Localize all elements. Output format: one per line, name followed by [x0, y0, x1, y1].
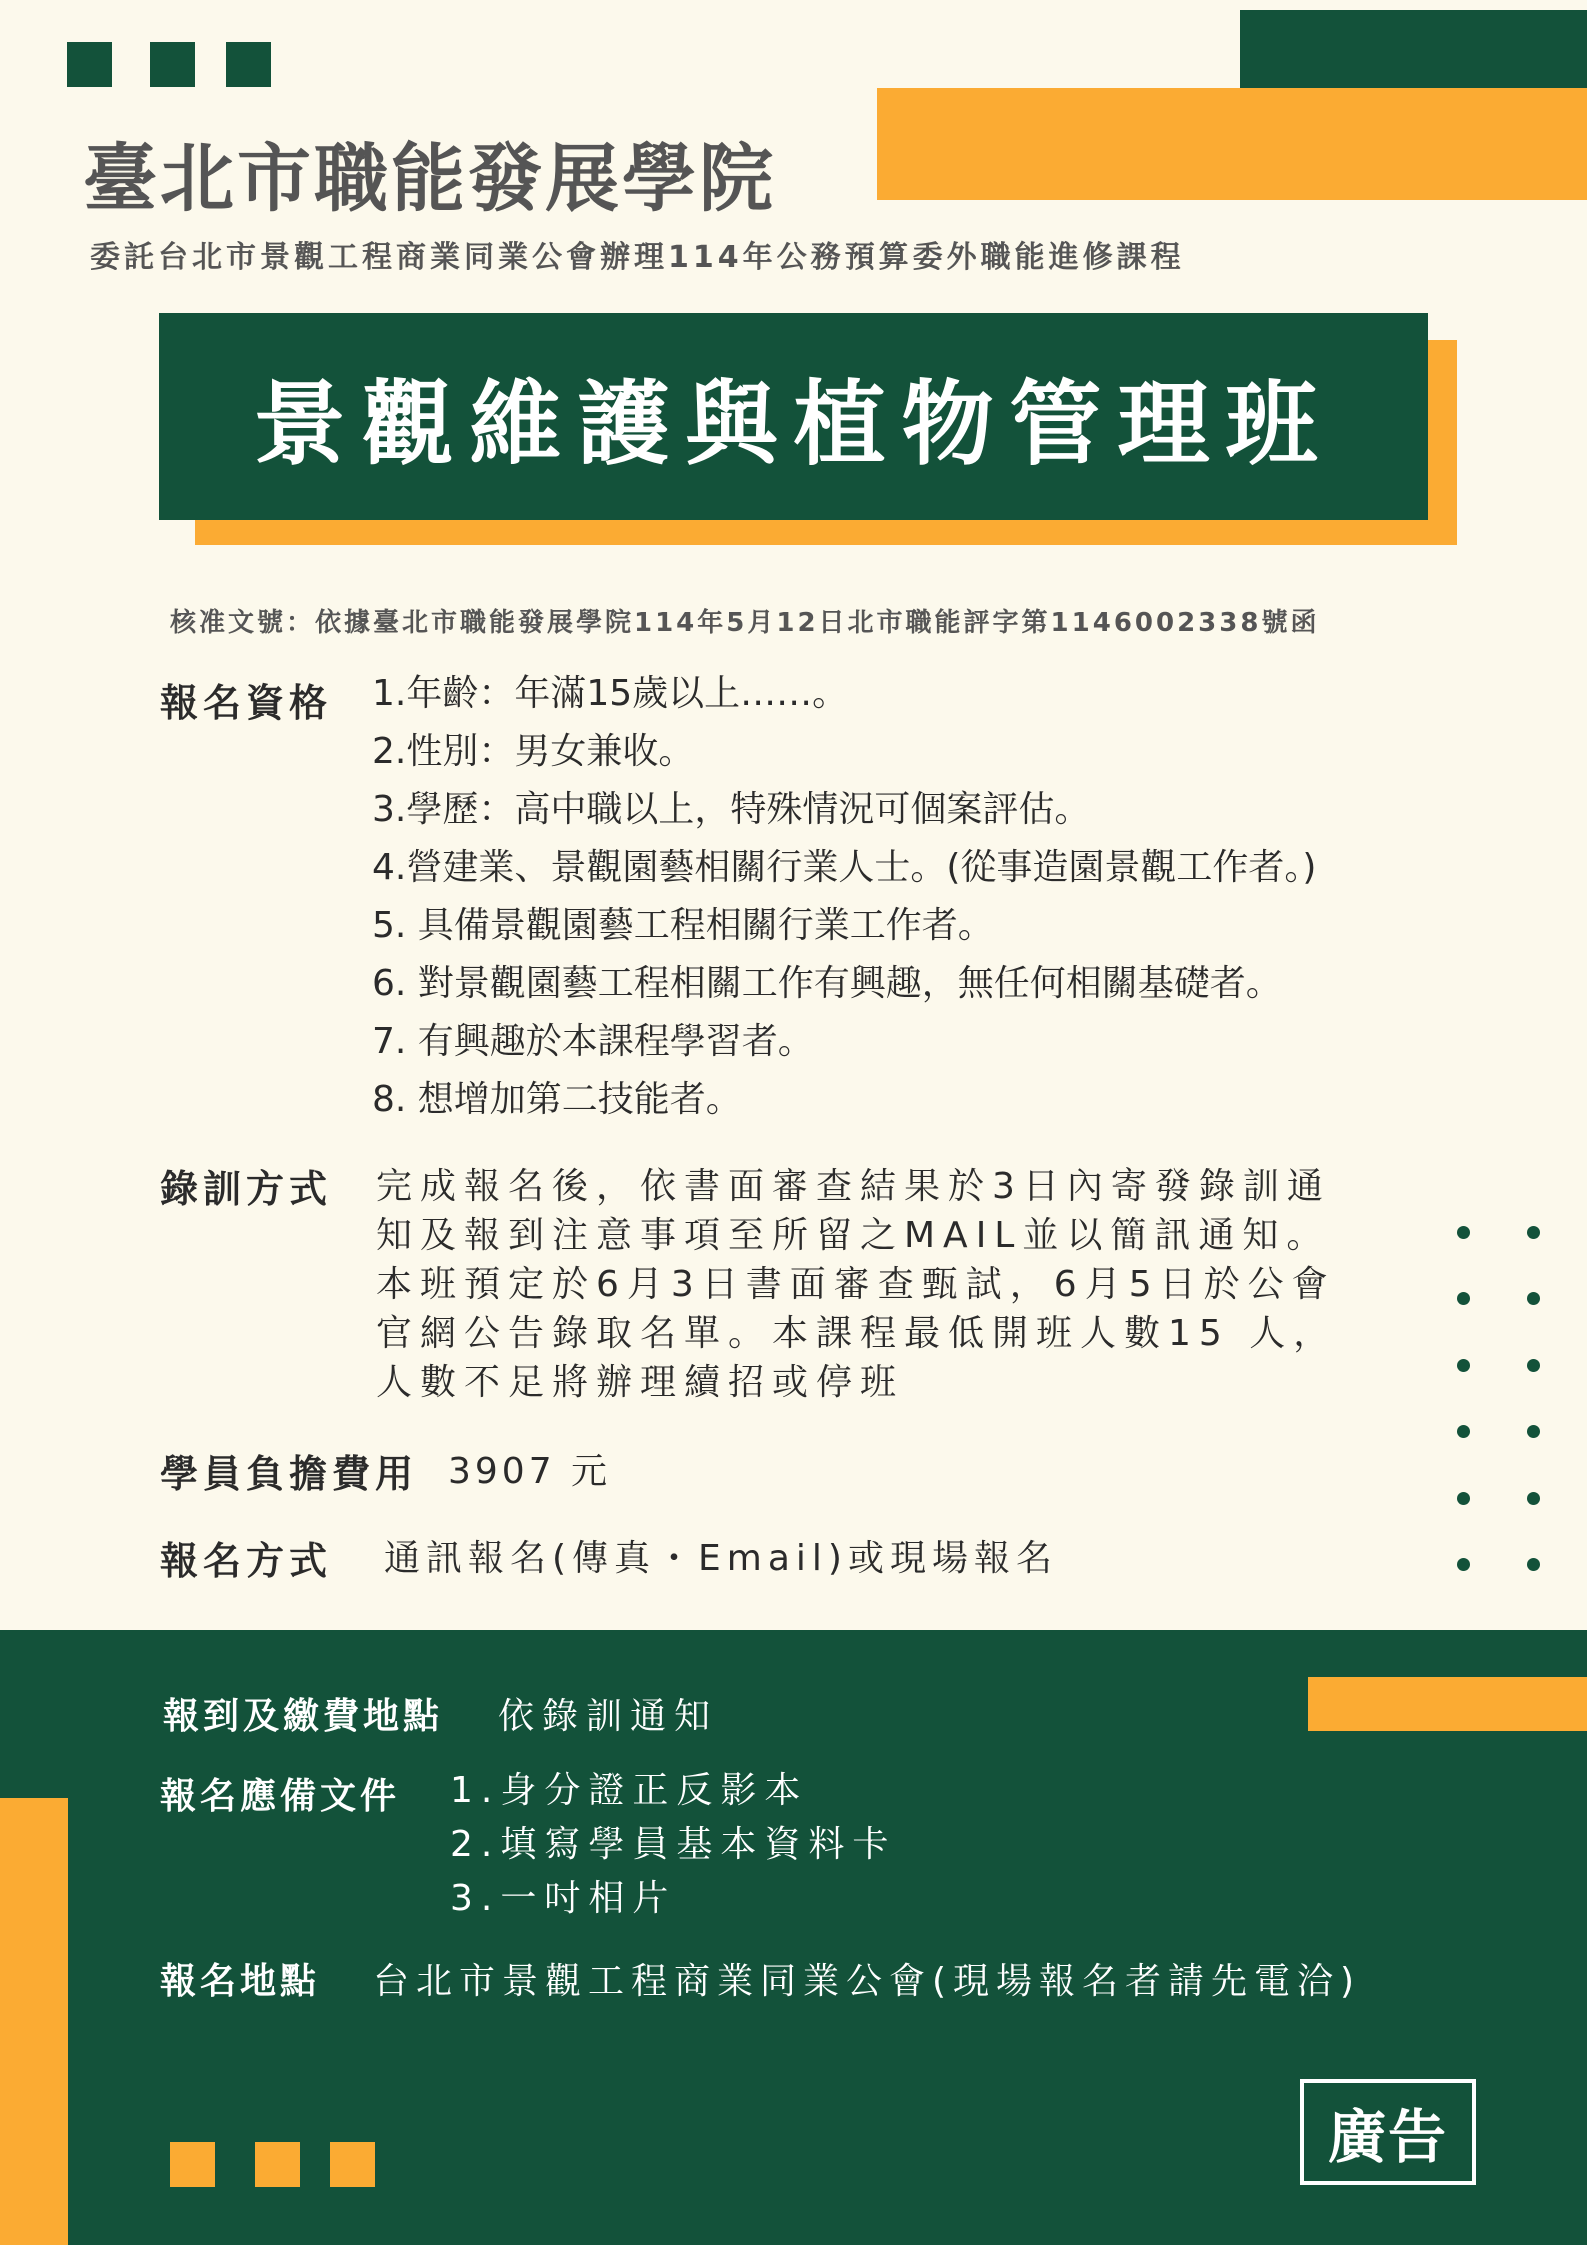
decor-dot: [1527, 1226, 1540, 1239]
selection-line: 完成報名後，依書面審查結果於3日內寄發錄訓通: [376, 1166, 1331, 1207]
decor-square: [170, 2142, 215, 2187]
qualification-item: 5. 具備景觀園藝工程相關行業工作者。: [372, 905, 994, 946]
course-title: 景觀維護與植物管理班: [253, 370, 1334, 478]
qualification-item: 6. 對景觀園藝工程相關工作有興趣，無任何相關基礎者。: [372, 963, 1282, 1004]
checkin-value: 依錄訓通知: [498, 1696, 719, 1737]
qualification-item: 4.營建業、景觀園藝相關行業人士。(從事造園景觀工作者。): [372, 847, 1317, 888]
documents-label: 報名應備文件: [160, 1776, 401, 1817]
document-item: 2.填寫學員基本資料卡: [450, 1824, 897, 1865]
decor-square: [67, 42, 112, 87]
decor-square: [150, 42, 195, 87]
decor-bar-orange-left: [0, 1798, 68, 2245]
selection-line: 人數不足將辦理續招或停班: [376, 1362, 905, 1403]
selection-line: 知及報到注意事項至所留之MAIL並以簡訊通知。: [376, 1215, 1331, 1256]
program-subtitle: 委託台北市景觀工程商業同業公會辦理114年公務預算委外職能進修課程: [90, 240, 1185, 275]
decor-dot: [1457, 1359, 1470, 1372]
org-name: 臺北市職能發展學院: [83, 136, 776, 222]
decor-block-green: [1240, 10, 1587, 88]
ad-badge: [1300, 2079, 1476, 2185]
qualifications-list: [372, 668, 1316, 1132]
documents-list: [450, 1764, 896, 1926]
title-banner: [159, 313, 1428, 520]
decor-dot: [1527, 1425, 1540, 1438]
approval-number: 核准文號：依據臺北市職能發展學院114年5月12日北市職能評字第1146002338號函: [170, 608, 1320, 638]
qualification-item: 8. 想增加第二技能者。: [372, 1079, 742, 1120]
decor-square: [330, 2142, 375, 2187]
decor-bar-orange: [1308, 1677, 1587, 1731]
decor-dot: [1527, 1292, 1540, 1305]
decor-dot: [1457, 1226, 1470, 1239]
qualification-item: 1.年齡：年滿15歲以上……。: [372, 673, 849, 714]
document-item: 1.身分證正反影本: [450, 1770, 809, 1811]
decor-square: [255, 2142, 300, 2187]
decor-dot: [1457, 1558, 1470, 1571]
signup-method-value: 通訊報名(傳真・Email)或現場報名: [384, 1538, 1058, 1579]
decor-dot: [1527, 1492, 1540, 1505]
decor-dot: [1527, 1359, 1540, 1372]
decor-square: [226, 42, 271, 87]
decor-dot: [1527, 1558, 1540, 1571]
location-value: 台北市景觀工程商業同業公會(現場報名者請先電洽): [373, 1961, 1362, 2002]
qualification-item: 3.學歷：高中職以上，特殊情況可個案評估。: [372, 789, 1091, 830]
ad-label: 廣告: [1327, 2103, 1448, 2171]
document-item: 3.一吋相片: [450, 1878, 677, 1919]
selection-line: 本班預定於6月3日書面審查甄試，6月5日於公會: [376, 1264, 1336, 1305]
qualifications-label: 報名資格: [160, 681, 333, 725]
checkin-label: 報到及繳費地點: [163, 1696, 444, 1737]
signup-method-label: 報名方式: [160, 1539, 333, 1583]
selection-text: [376, 1162, 1337, 1407]
selection-line: 官網公告錄取名單。本課程最低開班人數15 人，: [376, 1313, 1338, 1354]
qualification-item: 2.性別：男女兼收。: [372, 731, 695, 772]
decor-block-orange: [877, 88, 1587, 200]
decor-dot: [1457, 1292, 1470, 1305]
decor-dot: [1457, 1492, 1470, 1505]
selection-label: 錄訓方式: [160, 1167, 333, 1211]
decor-dot: [1457, 1425, 1470, 1438]
qualification-item: 7. 有興趣於本課程學習者。: [372, 1021, 814, 1062]
location-label: 報名地點: [160, 1961, 321, 2002]
fee-value: 3907 元: [448, 1451, 612, 1492]
fee-label: 學員負擔費用: [160, 1452, 419, 1496]
